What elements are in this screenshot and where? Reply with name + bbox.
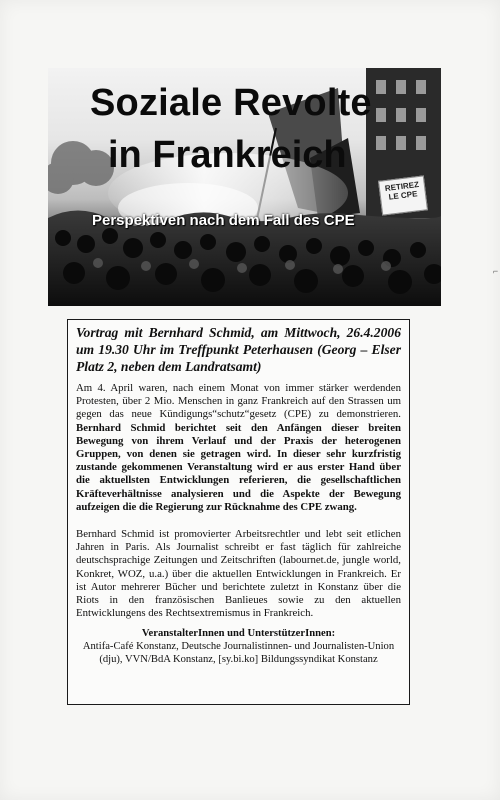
protest-placard: RETIREZ LE CPE — [378, 175, 428, 215]
poster-subtitle: Perspektiven nach dem Fall des CPE — [92, 212, 355, 229]
poster-photo — [48, 68, 441, 306]
description-paragraph — [76, 382, 401, 514]
speaker-bio-paragraph: Bernhard Schmid ist promovierter Arbeitsrechtler und lebt seit etlichen Jahren in Paris. Als Journalist schreibt er fast täglich für zahlreiche deutschsprachige Zeitungen und Zeitschriften (labournet.de, jungle world, Konkret, WOZ, u.a.) über die aktuellen Entwicklungen in Frankreich. Er ist Autor mehrerer Bücher und berichtete zuletzt in Konstanz über die Riots in den französischen Banlieues sowie zu den aktuellen Entwicklungens des Rechtsextremismus in Frankreich. — [76, 528, 401, 620]
margin-mark: ⌐ — [493, 266, 499, 276]
description-bold-text: Bernhard Schmid berichtet seit den Anfängen dieser breiten Bewegung von ihrem Verlauf und der Praxis der heterogenen Gruppen, von denen sie getragen wird. In dieser sehr kurzfristig zustande gekommenen Veranstaltung wird er aus erster Hand über die aktuellsten Entwicklungen referieren, die gesellschaftlichen Kräfteverhältnisse analysieren und die Aspekte der Bewegung aufzeigen die die Regierung zur Rücknahme des CPE zwang. — [76, 421, 401, 513]
poster-title-line1: Soziale Revolte — [90, 82, 372, 124]
poster-title-line2: in Frankreich — [108, 134, 347, 176]
supporters-section — [76, 627, 401, 666]
supporters-list: Antifa-Café Konstanz, Deutsche Journalistinnen- und Journalisten-Union (dju), VVN/BdA Konstanz, [sy.bi.ko] Bildungssyndikat Konstanz — [82, 641, 395, 666]
event-info-box — [67, 319, 410, 705]
description-intro-text: Am 4. April waren, nach einem Monat von immer stärker werdenden Protesten, über 2 Mio. Menschen in ganz Frankreich auf den Strassen um gegen das neue Kündigungs“schutz“gesetz (CPE) zu demonstrieren. — [76, 382, 401, 421]
event-heading: Vortrag mit Bernhard Schmid, am Mittwoch, 26.4.2006 um 19.30 Uhr im Treffpunkt Peterhausen (Georg – Elser Platz 2, neben dem Landratsamt) — [76, 325, 401, 374]
supporters-heading: VeranstalterInnen und UnterstützerInnen: — [141, 628, 336, 640]
